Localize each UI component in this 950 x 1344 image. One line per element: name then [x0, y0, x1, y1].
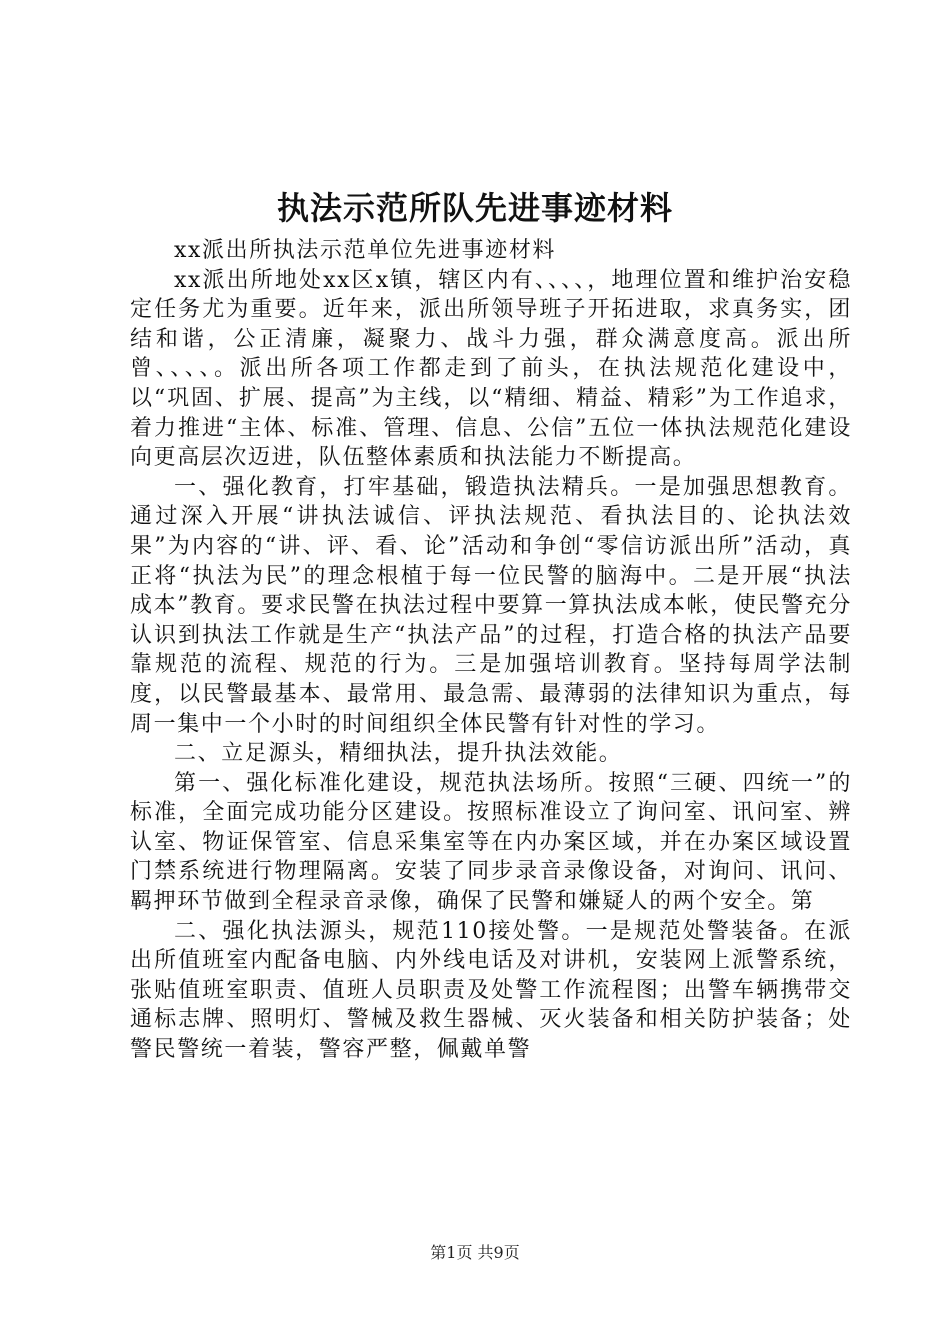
paragraph-section-2-heading: 二、立足源头，精细执法，提升执法效能。: [174, 741, 623, 767]
page-number-footer: 第1页 共9页: [430, 1243, 520, 1262]
paragraph-section-2-first: 第一、强化标准化建设，规范执法场所。按照“三硬、四统一”的标准，全面完成功能分区建设。按照标准设立了询问室、讯问室、辨认室、物证保管室、信息采集室等在内办案区域，并在办案区域设置门禁系统进行物理隔离。安装了同步录音录像设备，对询问、讯问、羁押环节做到全程录音录像，确保了民警和嫌疑人的两个安全。第: [130, 770, 852, 915]
paragraph-section-1: 一、强化教育，打牢基础，锻造执法精兵。一是加强思想教育。通过深入开展“讲执法诚信、评执法规范、看执法目的、论执法效果”为内容的“讲、评、看、论”活动和争创“零信访派出所”活动，真正将“执法为民”的理念根植于每一位民警的脑海中。二是开展“执法成本”教育。要求民警在执法过程中要算一算执法成本帐，使民警充分认识到执法工作就是生产“执法产品”的过程，打造合格的执法产品要靠规范的流程、规范的行为。三是加强培训教育。坚持每周学法制度，以民警最基本、最常用、最急需、最薄弱的法律知识为重点，每周一集中一个小时的时间组织全体民警有针对性的学习。: [130, 474, 852, 737]
paragraph-intro: xx派出所地处xx区x镇，辖区内有、、、、，地理位置和维护治安稳定任务尤为重要。近年来，派出所领导班子开拓进取，求真务实，团结和谐，公正清廉，凝聚力、战斗力强，群众满意度高。派出所曾、、、、。派出所各项工作都走到了前头，在执法规范化建设中，以“巩固、扩展、提高”为主线，以“精细、精益、精彩”为工作追求，着力推进“主体、标准、管理、信息、公信”五位一体执法规范化建设向更高层次迈进，队伍整体素质和执法能力不断提高。: [130, 267, 852, 471]
document-title: 执法示范所队先进事迹材料: [276, 189, 673, 227]
document-body: [130, 236, 852, 1065]
paragraph-subtitle: xx派出所执法示范单位先进事迹材料: [174, 238, 557, 263]
paragraph-section-2-second: 二、强化执法源头，规范110接处警。一是规范处警装备。在派出所值班室内配备电脑、内外线电话及对讲机，安装网上派警系统，张贴值班室职责、值班人员职责及处警工作流程图；出警车辆携带交通标志牌、照明灯、警械及救生器械、灭火装备和相关防护装备；处警民警统一着装，警容严整，佩戴单警: [130, 918, 852, 1063]
